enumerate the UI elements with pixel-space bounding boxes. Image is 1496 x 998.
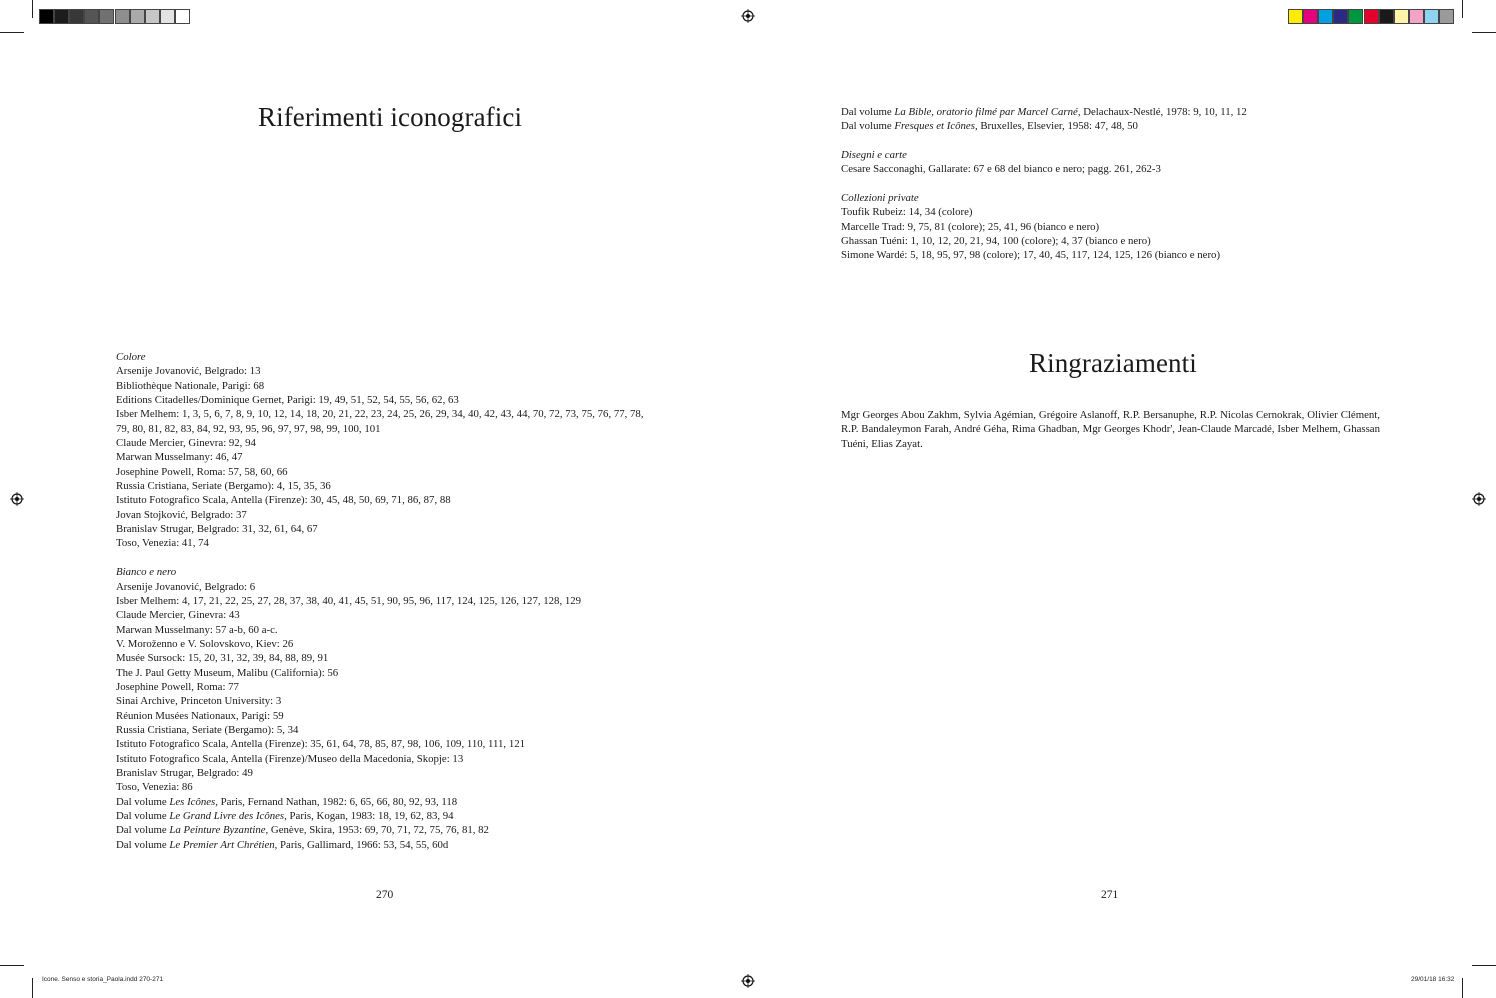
credit-line: Réunion Musées Nationaux, Parigi: 59 [116, 709, 284, 722]
book-title: La Peinture Byzantine [169, 824, 266, 837]
volume-credit-line: Dal volume La Bible, oratorio filmé par Marcel Carné, Delachaux-Nestlé, 1978: 9, 10, 11, 12 [841, 106, 1247, 118]
credit-line: Russia Cristiana, Seriate (Bergamo): 4, 15, 35, 36 [116, 480, 331, 493]
credit-line: Ghassan Tuéni: 1, 10, 12, 20, 21, 94, 100 (colore); 4, 37 (bianco e nero) [841, 235, 1151, 248]
color-swatch [1318, 9, 1333, 24]
registration-mark-icon [741, 974, 755, 988]
color-credits [116, 350, 676, 852]
credit-list [116, 364, 676, 550]
credit-line: Branislav Strugar, Belgrado: 49 [116, 766, 253, 779]
page-title-left: Riferimenti iconografici [258, 102, 523, 132]
credit-list [841, 162, 1381, 176]
color-swatch [54, 9, 69, 24]
color-swatch [1303, 9, 1318, 24]
crop-mark [32, 0, 33, 18]
color-swatch [69, 9, 84, 24]
credit-line: Istituto Fotografico Scala, Antella (Firenze)/Museo della Macedonia, Skopje: 13 [116, 752, 464, 765]
color-swatch [99, 9, 114, 24]
page-number-left: 270 [376, 889, 394, 901]
credit-line: 79, 80, 81, 82, 83, 84, 92, 93, 95, 96, 97, 97, 98, 99, 100, 101 [116, 422, 381, 435]
credit-line: V. Moroženno e V. Solovskovo, Kiev: 26 [116, 637, 294, 650]
credit-line: Branislav Strugar, Belgrado: 31, 32, 61, 64, 67 [116, 523, 318, 536]
credit-line: Jovan Stojković, Belgrado: 37 [116, 508, 247, 521]
page-number-right: 271 [1101, 889, 1119, 901]
credit-line: Marwan Musselmany: 57 a-b, 60 a-c. [116, 623, 278, 636]
credit-line: Josephine Powell, Roma: 57, 58, 60, 66 [116, 465, 288, 478]
crop-mark [1472, 32, 1496, 33]
volume-credit-line: Dal volume Les Icônes, Paris, Fernand Nathan, 1982: 6, 65, 66, 80, 92, 93, 118 [116, 795, 458, 808]
credit-line: The J. Paul Getty Museum, Malibu (California): 56 [116, 666, 339, 679]
credit-list [841, 205, 1381, 262]
color-swatch [1333, 9, 1348, 24]
section-heading: Collezioni private [841, 192, 919, 205]
credit-line: Russia Cristiana, Seriate (Bergamo): 5, 34 [116, 723, 299, 736]
section-heading: Disegni e carte [841, 149, 907, 162]
credit-line: Arsenije Jovanović, Belgrado: 13 [116, 365, 261, 378]
registration-mark-icon [1472, 492, 1486, 506]
credit-line: Cesare Sacconaghi, Gallarate: 67 e 68 del bianco e nero; pagg. 261, 262-3 [841, 163, 1161, 176]
color-swatch [130, 9, 145, 24]
crop-mark [1462, 978, 1463, 998]
page-title-thanks: Ringraziamenti [1029, 348, 1197, 378]
crop-mark [32, 978, 33, 998]
registration-mark-icon [741, 9, 755, 23]
slug-date: 29/01/18 16:32 [1411, 976, 1455, 983]
registration-mark-icon [10, 492, 24, 506]
color-swatch [39, 9, 54, 24]
color-swatch [1288, 9, 1303, 24]
color-swatch [1348, 9, 1363, 24]
credit-line: Marcelle Trad: 9, 75, 81 (colore); 25, 41, 96 (bianco e nero) [841, 220, 1100, 233]
volume-credit-line: Dal volume Le Grand Livre des Icônes, Paris, Kogan, 1983: 18, 19, 62, 83, 94 [116, 810, 454, 822]
volume-credit-line: Dal volume Fresques et Icônes, Bruxelles, Elsevier, 1958: 47, 48, 50 [841, 120, 1138, 133]
credit-line: Bibliothèque Nationale, Parigi: 68 [116, 379, 265, 392]
color-swatch [1424, 9, 1439, 24]
book-title: Les Icônes [169, 795, 216, 808]
color-swatch [1394, 9, 1409, 24]
volume-credit-line: Dal volume Le Premier Art Chrétien, Paris, Gallimard, 1966: 53, 54, 55, 60d [116, 838, 449, 851]
credit-line: Toufik Rubeiz: 14, 34 (colore) [841, 206, 973, 219]
credit-line: Editions Citadelles/Dominique Gernet, Parigi: 19, 49, 51, 52, 54, 55, 56, 62, 63 [116, 394, 459, 407]
book-title: Le Premier Art Chrétien [169, 838, 275, 851]
color-swatch [1409, 9, 1424, 24]
credit-list [116, 580, 676, 795]
right-credits [841, 105, 1381, 263]
credit-line: Istituto Fotografico Scala, Antella (Firenze): 35, 61, 64, 78, 85, 87, 98, 106, 109, 110, 111, 121 [116, 738, 526, 751]
credit-line: Josephine Powell, Roma: 77 [116, 680, 239, 693]
color-swatch [1364, 9, 1379, 24]
color-swatch [1379, 9, 1394, 24]
credit-line: Claude Mercier, Ginevra: 92, 94 [116, 437, 256, 450]
crop-mark [1462, 0, 1463, 18]
color-swatch [160, 9, 175, 24]
color-swatch [115, 9, 130, 24]
credit-line: Istituto Fotografico Scala, Antella (Firenze): 30, 45, 48, 50, 69, 71, 86, 87, 88 [116, 494, 451, 507]
crop-mark [0, 32, 24, 33]
color-swatch [1439, 9, 1454, 24]
credit-line: Arsenije Jovanović, Belgrado: 6 [116, 580, 256, 593]
credit-line: Sinai Archive, Princeton University: 3 [116, 695, 282, 708]
credit-line: Simone Wardé: 5, 18, 95, 97, 98 (colore); 17, 40, 45, 117, 124, 125, 126 (bianco e nero) [841, 249, 1221, 262]
credit-line: Toso, Venezia: 86 [116, 781, 193, 794]
crop-mark [1472, 965, 1496, 966]
credit-line: Marwan Musselmany: 46, 47 [116, 451, 243, 464]
volume-credit-list [841, 105, 1381, 134]
slug-file-info: Icone. Senso e storia_Paola.indd 270-271 [42, 976, 164, 983]
crop-mark [0, 965, 24, 966]
thanks-paragraph: Mgr Georges Abou Zakhm, Sylvia Agémian, Grégoire Aslanoff, R.P. Bersanuphe, R.P. Nicolas Cernokrak, Olivier Clément, R.P. Bandaleymon Farah, André Géha, Rima Ghadban, Mgr Georges Khodr', Jean-Claude Marcadé, Isber Melhem, Ghassan Tuéni, Elias Zayat. [841, 409, 1380, 450]
credit-line: Claude Mercier, Ginevra: 43 [116, 609, 240, 622]
color-swatch [145, 9, 160, 24]
volume-credit-line: Dal volume La Peinture Byzantine, Genève, Skira, 1953: 69, 70, 71, 72, 75, 76, 81, 82 [116, 824, 489, 837]
credit-line: Isber Melhem: 4, 17, 21, 22, 25, 27, 28, 37, 38, 40, 41, 45, 51, 90, 95, 96, 117, 124, 125, 126, 127, 128, 129 [116, 594, 582, 607]
book-title: Le Grand Livre des Icônes [169, 810, 285, 822]
color-swatch [84, 9, 99, 24]
color-swatch [175, 9, 190, 24]
volume-credit-list [116, 795, 676, 852]
credit-line: Musée Sursock: 15, 20, 31, 32, 39, 84, 88, 89, 91 [116, 652, 329, 665]
section-heading: Bianco e nero [116, 566, 177, 579]
credit-line: Toso, Venezia: 41, 74 [116, 537, 209, 550]
credit-line: Isber Melhem: 1, 3, 5, 6, 7, 8, 9, 10, 12, 14, 18, 20, 21, 22, 23, 24, 25, 26, 29, 34, 40, 42, 43, 44, 70, 72, 73, 75, 76, 77, 78, [116, 408, 644, 421]
book-title: Fresques et Icônes [894, 120, 975, 133]
book-title: La Bible, oratorio filmé par Marcel Carné [894, 106, 1078, 118]
section-heading: Colore [116, 351, 146, 363]
